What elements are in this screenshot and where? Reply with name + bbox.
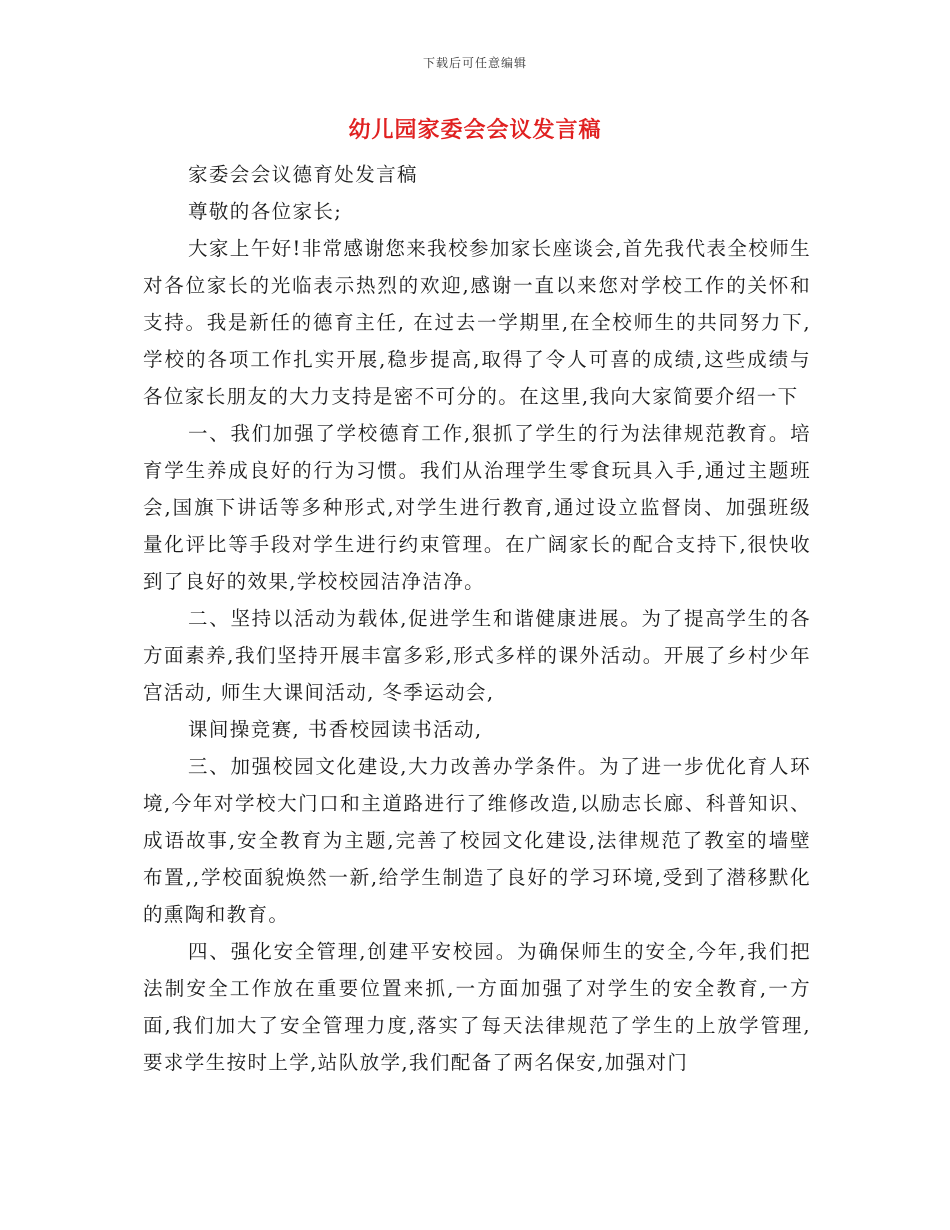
body-paragraph: 一、我们加强了学校德育工作,狠抓了学生的行为法律规范教育。培育学生养成良好的行为习惯。我们从治理学生零食玩具入手,通过主题班会,国旗下讲话等多种形式,对学生进行教育,通过设立监督岗、加强班级量化评比等手段对学生进行约束管理。在广阔家长的配合支持下,很快收到了良好的效果,学校校园洁净洁净。 [143,422,811,593]
body-paragraph: 课间操竞赛, 书香校园读书活动, [188,718,483,741]
document-title: 幼儿园家委会会议发言稿 [348,117,602,143]
body-paragraph: 二、坚持以活动为载体,促进学生和谐健康进展。为了提高学生的各方面素养,我们坚持开展丰富多彩,形式多样的课外活动。开展了乡村少年宫活动, 师生大课间活动, 冬季运动会, [143,607,811,704]
body-paragraph: 四、强化安全管理,创建平安校园。为确保师生的安全,今年,我们把法制安全工作放在重要位置来抓,一方面加强了对学生的安全教育,一方面,我们加大了安全管理力度,落实了每天法律规范了学生的上放学管理,要求学生按时上学,站队放学,我们配备了两名保安,加强对门 [143,940,811,1074]
body-paragraph: 尊敬的各位家长; [188,200,343,223]
body-paragraph: 三、加强校园文化建设,大力改善办学条件。为了进一步优化育人环境,今年对学校大门口和主道路进行了维修改造,以励志长廊、科普知识、成语故事,安全教育为主题,完善了校园文化建设,法律规范了教室的墙壁布置,,学校面貌焕然一新,给学生制造了良好的学习环境,受到了潜移默化的熏陶和教育。 [143,755,811,926]
page-header-note: 下载后可任意编辑 [422,56,527,70]
body-paragraph: 大家上午好!非常感谢您来我校参加家长座谈会,首先我代表全校师生对各位家长的光临表示热烈的欢迎,感谢一直以来您对学校工作的关怀和支持。我是新任的德育主任, 在过去一学期里,在全校师生的共同努力下,学校的各项工作扎实开展,稳步提高,取得了令人可喜的成绩,这些成绩与各位家长朋友的大力支持是密不可分的。在这里,我向大家简要介绍一下 [143,237,811,408]
body-paragraph: 家委会会议德育处发言稿 [188,163,418,186]
document-body [143,156,811,1081]
